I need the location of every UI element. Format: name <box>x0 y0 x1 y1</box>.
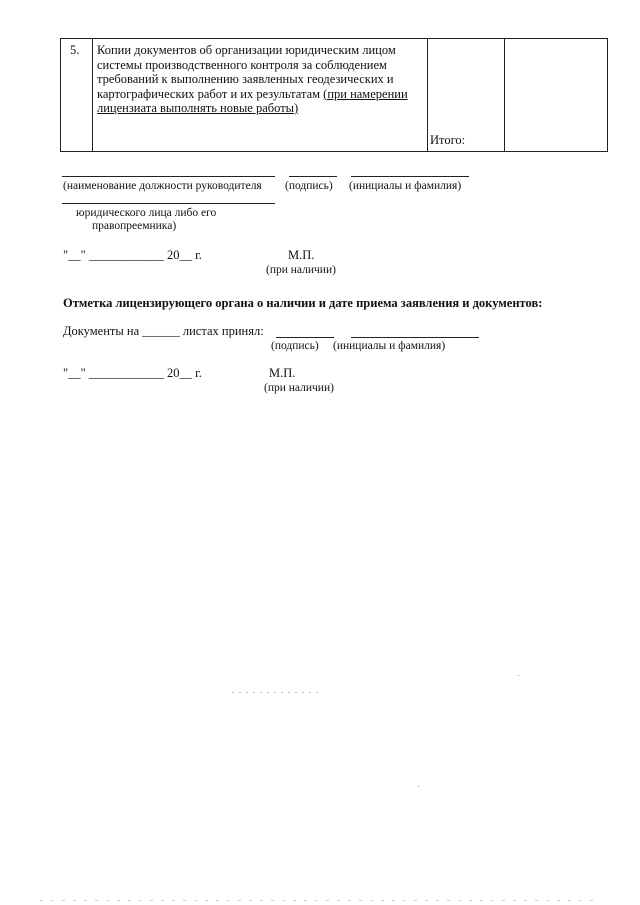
row-description-main: Копии документов об организации юридическим лицом системы производственного контроля за соблюдением требований к выполнению заявленных геодезических и картографических работ и их результатам <box>97 43 396 101</box>
name-caption: (инициалы и фамилия) <box>349 180 462 192</box>
column-divider <box>504 39 505 151</box>
row-description <box>97 43 427 116</box>
applicant-date-line: "__" ____________ 20__ г. <box>63 248 202 262</box>
authority-heading: Отметка лицензирующего органа о наличии и дате приема заявления и документов: <box>63 296 543 310</box>
column-divider <box>92 39 93 151</box>
row-description-condition: (при намерении лицензиата выполнять новые работы) <box>97 86 408 115</box>
authority-signature-caption: (подпись) <box>271 340 319 352</box>
authority-stamp: М.П. <box>269 366 296 380</box>
scan-speck <box>232 692 322 693</box>
row-number: 5. <box>70 43 80 57</box>
total-label: Итого: <box>430 133 466 147</box>
authority-signature-line <box>276 337 334 338</box>
applicant-stamp: М.П. <box>288 248 315 262</box>
scan-speck <box>518 675 519 676</box>
applicant-stamp-note: (при наличии) <box>266 264 336 276</box>
documents-received-line: Документы на ______ листах принял: <box>63 324 264 338</box>
position-caption-line2: юридического лица либо его <box>76 207 217 219</box>
position-caption: (наименование должности руководителя <box>63 180 262 192</box>
authority-name-line <box>351 337 479 338</box>
documents-table-row <box>60 38 608 152</box>
position-line <box>62 176 275 177</box>
position-caption-line3: правопреемника) <box>92 220 177 232</box>
authority-date-line: "__" ____________ 20__ г. <box>63 366 202 380</box>
authority-name-caption: (инициалы и фамилия) <box>333 340 446 352</box>
column-divider <box>427 39 428 151</box>
name-line <box>351 176 469 177</box>
authority-stamp-note: (при наличии) <box>264 382 334 394</box>
scan-edge <box>40 900 600 901</box>
position-line-2 <box>62 203 275 204</box>
signature-caption: (подпись) <box>285 180 333 192</box>
signature-line <box>289 176 337 177</box>
scan-speck <box>418 786 419 787</box>
